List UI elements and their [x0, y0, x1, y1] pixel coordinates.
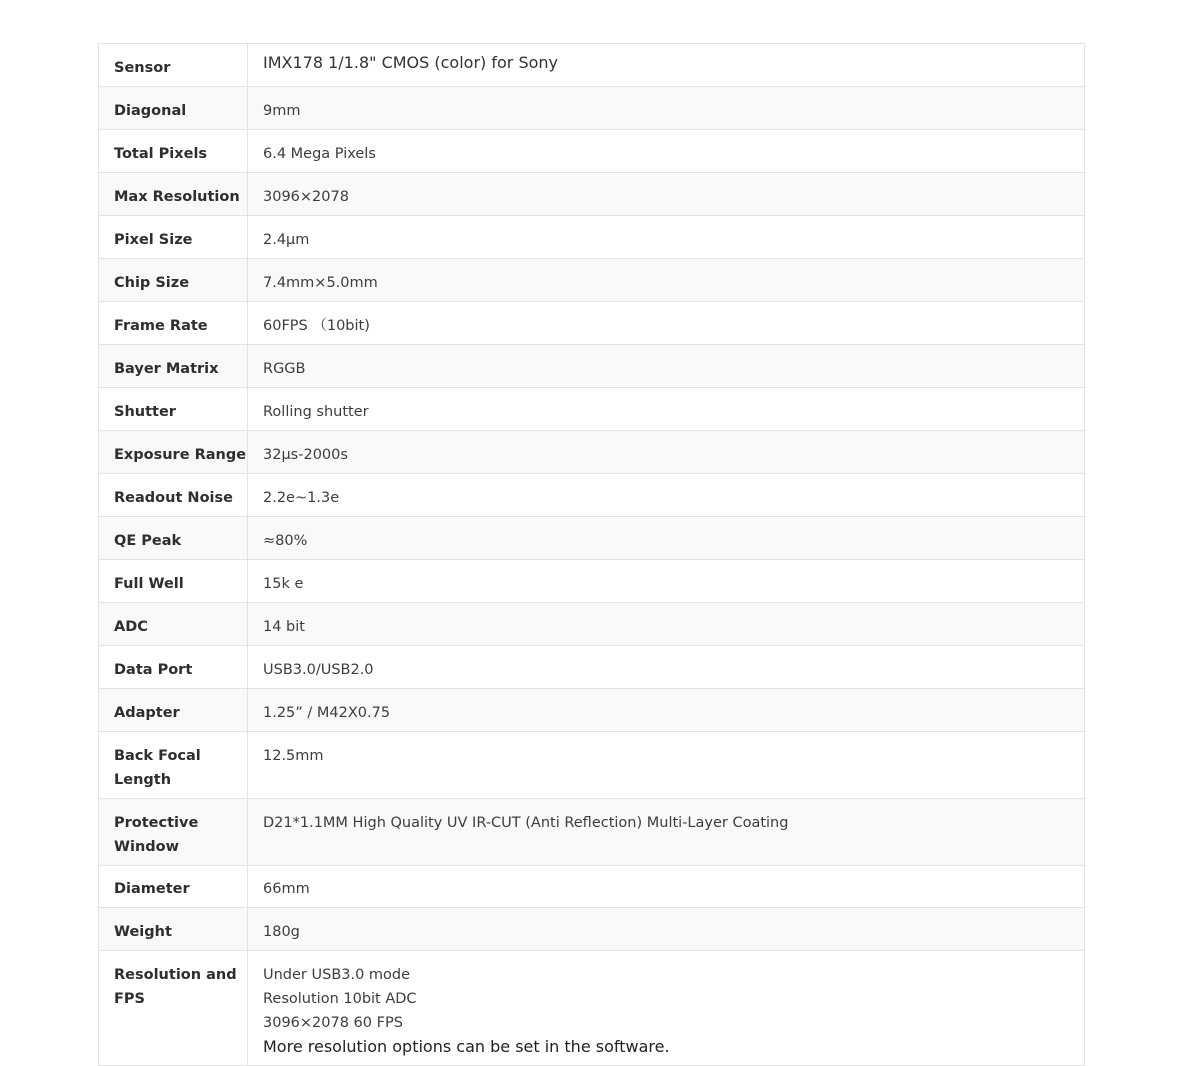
spec-row-readout-noise	[99, 474, 1085, 517]
spec-row-frame-rate	[99, 302, 1085, 345]
spec-value: 6.4 Mega Pixels	[248, 130, 1085, 173]
spec-label: Weight	[99, 908, 248, 951]
spec-row-shutter	[99, 388, 1085, 431]
spec-value-line: Under USB3.0 mode	[263, 967, 411, 983]
spec-label: Frame Rate	[99, 302, 248, 345]
spec-row-adc	[99, 603, 1085, 646]
spec-value: Rolling shutter	[248, 388, 1085, 431]
spec-table	[98, 43, 1085, 1066]
spec-value: USB3.0/USB2.0	[248, 646, 1085, 689]
spec-label: Diameter	[99, 866, 248, 908]
spec-row-exposure-range	[99, 431, 1085, 474]
spec-label: ADC	[99, 603, 248, 646]
spec-row-sensor	[99, 44, 1085, 87]
spec-value: 14 bit	[248, 603, 1085, 646]
spec-value-line: 3096×2078 60 FPS	[263, 1015, 403, 1031]
spec-label: Protective Window	[99, 799, 248, 866]
spec-row-back-focal-length	[99, 732, 1085, 799]
spec-row-bayer-matrix	[99, 345, 1085, 388]
spec-value: 12.5mm	[248, 732, 1085, 799]
spec-value: D21*1.1MM High Quality UV IR-CUT (Anti Reflection) Multi-Layer Coating	[248, 799, 1085, 866]
spec-value: 60FPS （10bit)	[248, 302, 1085, 345]
spec-row-protective-window	[99, 799, 1085, 866]
spec-label: Exposure Range	[99, 431, 248, 474]
spec-label: Max Resolution	[99, 173, 248, 216]
spec-row-weight	[99, 908, 1085, 951]
spec-value: 7.4mm×5.0mm	[248, 259, 1085, 302]
spec-value: RGGB	[248, 345, 1085, 388]
spec-label: Chip Size	[99, 259, 248, 302]
spec-label: Bayer Matrix	[99, 345, 248, 388]
spec-label: Diagonal	[99, 87, 248, 130]
spec-label: Adapter	[99, 689, 248, 732]
spec-label: Data Port	[99, 646, 248, 689]
spec-label: Sensor	[99, 44, 248, 87]
spec-label: Full Well	[99, 560, 248, 603]
spec-value-line: More resolution options can be set in the software.	[263, 1037, 670, 1056]
spec-row-max-resolution	[99, 173, 1085, 216]
spec-value: 2.2e~1.3e	[248, 474, 1085, 517]
spec-label: Resolution and FPS	[99, 951, 248, 1066]
spec-value: 180g	[248, 908, 1085, 951]
spec-row-data-port	[99, 646, 1085, 689]
spec-label: Back Focal Length	[99, 732, 248, 799]
spec-value-line: Resolution 10bit ADC	[263, 991, 417, 1007]
spec-row-chip-size	[99, 259, 1085, 302]
spec-value: 3096×2078	[248, 173, 1085, 216]
spec-row-resolution-and-fps	[99, 951, 1085, 1066]
spec-row-qe-peak	[99, 517, 1085, 560]
spec-label: Pixel Size	[99, 216, 248, 259]
spec-row-pixel-size	[99, 216, 1085, 259]
spec-value	[248, 951, 1085, 1066]
spec-value: ≈80%	[248, 517, 1085, 560]
spec-row-full-well	[99, 560, 1085, 603]
spec-label: Shutter	[99, 388, 248, 431]
spec-row-diagonal	[99, 87, 1085, 130]
spec-value: 15k e	[248, 560, 1085, 603]
spec-label: Readout Noise	[99, 474, 248, 517]
spec-row-diameter	[99, 866, 1085, 908]
spec-row-total-pixels	[99, 130, 1085, 173]
spec-value: 1.25” / M42X0.75	[248, 689, 1085, 732]
spec-label: QE Peak	[99, 517, 248, 560]
spec-value: 66mm	[248, 866, 1085, 908]
spec-value: 32μs-2000s	[248, 431, 1085, 474]
spec-value: IMX178 1/1.8" CMOS (color) for Sony	[248, 44, 1085, 87]
spec-value: 2.4μm	[248, 216, 1085, 259]
spec-value: 9mm	[248, 87, 1085, 130]
spec-label: Total Pixels	[99, 130, 248, 173]
spec-row-adapter	[99, 689, 1085, 732]
